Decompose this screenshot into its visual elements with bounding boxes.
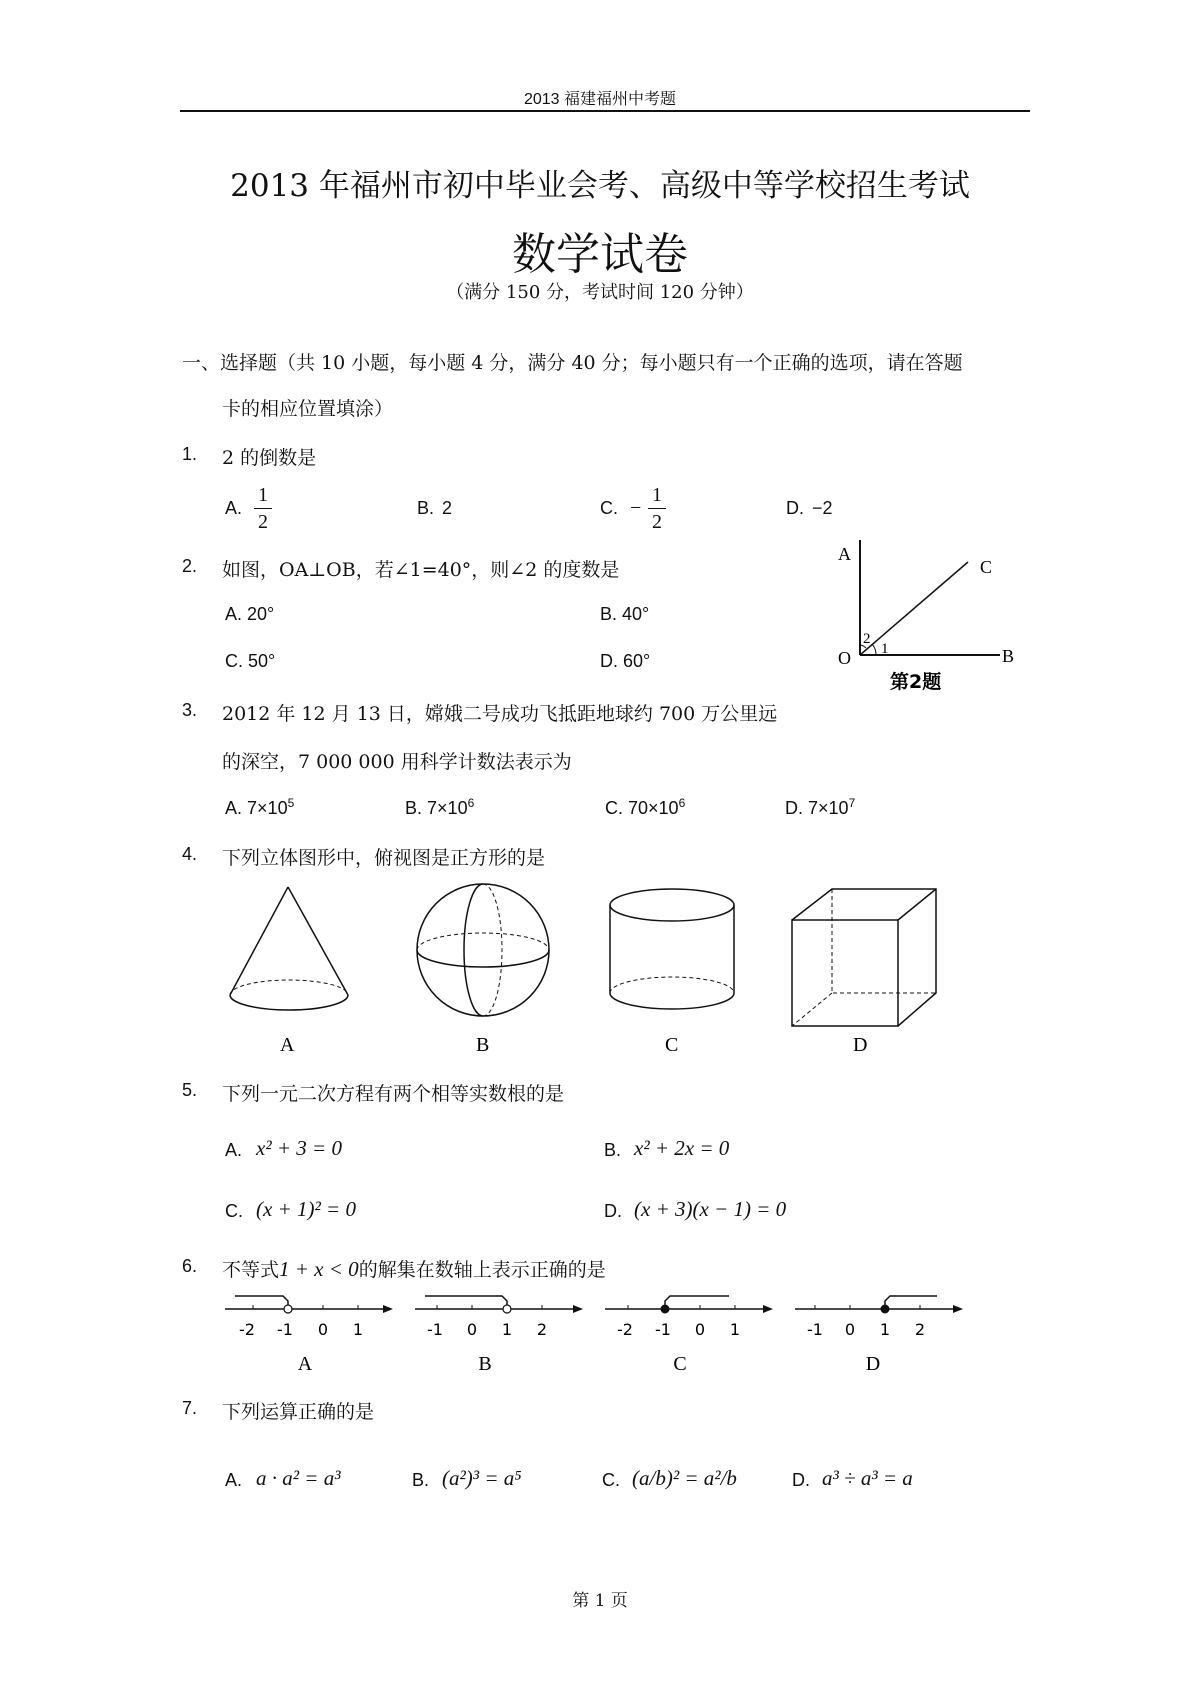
angle1-arc [872, 644, 876, 655]
closed-point [661, 1305, 670, 1314]
fraction-denominator: 2 [258, 511, 268, 533]
figure-label-c: C [665, 1034, 679, 1056]
svg-text:-1: -1 [807, 1320, 823, 1339]
option-c-expr: (x + 1)² = 0 [256, 1197, 356, 1221]
svg-text:0: 0 [466, 1320, 478, 1339]
number-line-a [225, 1296, 393, 1375]
svg-text:1: 1 [879, 1320, 891, 1339]
svg-text:-1: -1 [427, 1320, 443, 1339]
option-a-fraction [254, 482, 272, 535]
exam-subject-title: 数学试卷 [512, 229, 688, 280]
label-angle1: 1 [881, 641, 889, 657]
svg-text:-2: -2 [617, 1320, 633, 1339]
figure-label-d: D [853, 1034, 868, 1056]
question-text-line1: 2012 年 12 月 13 日，嫦娥二号成功飞抵距地球约 700 万公里远 [222, 703, 778, 725]
question-text: 2 的倒数是 [222, 447, 317, 469]
option-b-label: B. [417, 498, 435, 518]
running-header: 2013 福建福州中考题 [523, 91, 677, 108]
page-number: 第 1 页 [572, 1591, 628, 1611]
figure-caption: 第2题 [890, 671, 942, 693]
svg-text:0: 0 [317, 1320, 329, 1339]
option-c-label: C. [600, 498, 618, 518]
option-c: C. $70\times 10^6$ [605, 796, 686, 818]
sphere-figure [417, 884, 549, 1016]
ray-oc [860, 562, 968, 655]
exam-title: 2013 年福州市初中毕业会考、高级中等学校招生考试 [230, 168, 970, 204]
closed-point [881, 1305, 890, 1314]
label-angle2: 2 [863, 631, 871, 647]
number-line-label-d: D [865, 1353, 881, 1375]
figure-label-a: A [280, 1034, 295, 1056]
number-line-d [795, 1296, 963, 1375]
label-a: A [838, 544, 851, 564]
figure-label-b: B [476, 1034, 490, 1056]
option-b-label: B. [412, 1470, 430, 1490]
question-number: 6. [182, 1256, 198, 1276]
inequality-expr: 1 + x < 0 [279, 1257, 359, 1281]
option-d-label: D. [792, 1470, 810, 1490]
question-text: 下列运算正确的是 [222, 1401, 375, 1423]
label-o: O [838, 648, 851, 668]
svg-text:2: 2 [914, 1320, 926, 1339]
number-line-label-a: A [297, 1353, 313, 1375]
option-a-label: A. [225, 1470, 243, 1490]
question-number: 5. [182, 1080, 198, 1100]
question-text: 如图，OA⊥OB，若∠1=40°，则∠2 的度数是 [222, 559, 620, 581]
option-a-label: A. [225, 498, 243, 518]
option-c-fraction [648, 482, 666, 535]
option-d-label: D. [786, 498, 804, 518]
svg-text:-1: -1 [277, 1320, 293, 1339]
question-text: 下列立体图形中，俯视图是正方形的是 [222, 847, 546, 869]
option-c: C. 50° [225, 651, 276, 671]
question-number: 2. [182, 556, 198, 576]
svg-text:0: 0 [844, 1320, 856, 1339]
option-d: D. 60° [600, 651, 651, 671]
cone-figure [230, 887, 348, 1010]
question-text: 下列一元二次方程有两个相等实数根的是 [222, 1083, 565, 1105]
option-c-label: C. [602, 1470, 620, 1490]
svg-text:1: 1 [729, 1320, 741, 1339]
option-a-label: A. [225, 1140, 243, 1160]
number-line-c [605, 1296, 773, 1375]
fraction-denominator: 2 [652, 511, 662, 533]
option-b: B. $7\times 10^6$ [405, 796, 475, 818]
option-c-sign: − [630, 497, 642, 519]
number-line-label-b: B [478, 1353, 492, 1375]
option-c-expr: (a/b)² = a²/b [632, 1466, 737, 1490]
svg-text:-2: -2 [239, 1320, 255, 1339]
fraction-numerator: 1 [258, 484, 268, 506]
option-c-label: C. [225, 1201, 243, 1221]
exam-info: （满分 150 分，考试时间 120 分钟） [446, 282, 754, 303]
option-a-expr: x² + 3 = 0 [256, 1136, 342, 1160]
label-b: B [1002, 646, 1015, 666]
option-b-expr: x² + 2x = 0 [634, 1136, 730, 1160]
option-b-value: 2 [442, 498, 453, 518]
section-heading-cont: 卡的相应位置填涂） [222, 398, 394, 420]
fraction-numerator: 1 [652, 484, 662, 506]
option-d-value: −2 [812, 498, 833, 518]
question-number: 3. [182, 700, 198, 720]
solid-figures [200, 875, 1000, 1060]
option-a-expr: a · a² = a³ [256, 1466, 341, 1490]
svg-text:0: 0 [694, 1320, 706, 1339]
option-d-label: D. [604, 1201, 622, 1221]
number-line-options [215, 1288, 975, 1378]
question-text-line2: 的深空，7 000 000 用科学计数法表示为 [222, 751, 572, 773]
svg-text:1: 1 [501, 1320, 513, 1339]
option-d-expr: a³ ÷ a³ = a [822, 1466, 913, 1490]
cube-figure [792, 889, 936, 1026]
option-a: A. $7\times 10^5$ [225, 796, 295, 818]
option-b: B. 40° [600, 604, 650, 624]
label-c: C [980, 557, 993, 577]
number-line-label-c: C [673, 1353, 687, 1375]
question-text: 不等式1 + x < 0的解集在数轴上表示正确的是 [222, 1257, 606, 1281]
svg-text:-1: -1 [655, 1320, 671, 1339]
angle-figure [830, 540, 1030, 700]
open-point [503, 1305, 511, 1313]
cylinder-figure [610, 889, 734, 1009]
option-b-expr: (a²)³ = a⁵ [442, 1466, 522, 1490]
question-number: 1. [182, 444, 198, 464]
header-rule [180, 110, 1030, 112]
option-d-expr: (x + 3)(x − 1) = 0 [634, 1197, 787, 1221]
section-heading: 一、选择题（共 10 小题，每小题 4 分，满分 40 分；每小题只有一个正确的选项，请在答题 [182, 352, 963, 374]
number-line-b [415, 1296, 583, 1375]
option-b-label: B. [604, 1140, 622, 1160]
open-point [284, 1305, 292, 1313]
option-d: D. $7\times 10^7$ [785, 796, 856, 818]
svg-text:2: 2 [536, 1320, 548, 1339]
svg-text:1: 1 [352, 1320, 364, 1339]
option-a: A. 20° [225, 604, 275, 624]
question-number: 4. [182, 844, 198, 864]
question-number: 7. [182, 1398, 198, 1418]
